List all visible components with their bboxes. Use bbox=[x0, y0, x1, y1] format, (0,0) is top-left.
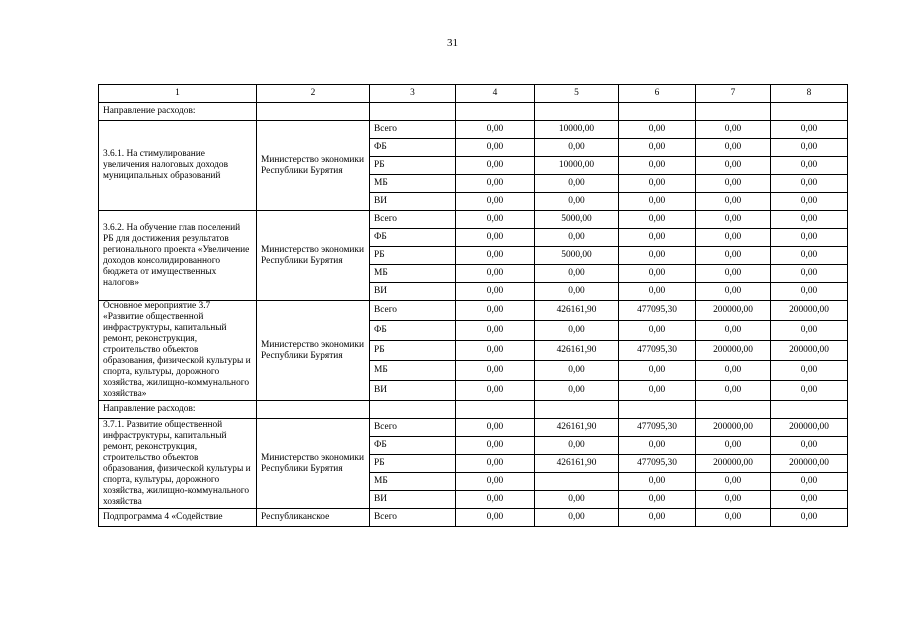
funding-source: МБ bbox=[370, 361, 456, 381]
empty-cell bbox=[771, 103, 848, 121]
amount-cell: 0,00 bbox=[771, 473, 848, 491]
table-body bbox=[99, 85, 848, 527]
amount-cell: 5000,00 bbox=[535, 247, 619, 265]
amount-cell: 0,00 bbox=[456, 341, 535, 361]
amount-cell: 0,00 bbox=[771, 247, 848, 265]
amount-cell: 0,00 bbox=[696, 473, 771, 491]
amount-cell: 0,00 bbox=[696, 437, 771, 455]
amount-cell: 426161,90 bbox=[535, 455, 619, 473]
amount-cell: 0,00 bbox=[456, 247, 535, 265]
amount-cell: 0,00 bbox=[535, 229, 619, 247]
funding-source: ВИ bbox=[370, 193, 456, 211]
amount-cell: 0,00 bbox=[456, 381, 535, 401]
amount-cell: 0,00 bbox=[696, 321, 771, 341]
funding-source: РБ bbox=[370, 157, 456, 175]
activity-description: Основное мероприятие 3.7 «Развитие общественной инфраструктуры, капитальный ремонт, реконструкция, строительство объектов образования, физической культуры и спорта, культуры, дорожного хозяйства, жилищно-коммунального хозяйства» bbox=[99, 301, 257, 401]
empty-cell bbox=[619, 103, 696, 121]
amount-cell: 10000,00 bbox=[535, 121, 619, 139]
amount-cell: 0,00 bbox=[456, 491, 535, 509]
amount-cell: 0,00 bbox=[619, 229, 696, 247]
amount-cell: 0,00 bbox=[771, 509, 848, 527]
amount-cell: 0,00 bbox=[619, 247, 696, 265]
amount-cell: 426161,90 bbox=[535, 419, 619, 437]
amount-cell: 0,00 bbox=[456, 211, 535, 229]
amount-cell: 0,00 bbox=[456, 509, 535, 527]
empty-cell bbox=[619, 401, 696, 419]
table-row bbox=[99, 121, 848, 139]
amount-cell: 0,00 bbox=[771, 193, 848, 211]
amount-cell: 0,00 bbox=[771, 175, 848, 193]
amount-cell: 0,00 bbox=[535, 283, 619, 301]
activity-description: 3.7.1. Развитие общественной инфраструктуры, капитальный ремонт, реконструкция, строительство объектов образования, физической культуры и спорта, культуры, дорожного хозяйства, жилищно-коммунального хозяйства bbox=[99, 419, 257, 509]
funding-source: ФБ bbox=[370, 321, 456, 341]
amount-cell: 0,00 bbox=[696, 193, 771, 211]
column-header: 5 bbox=[535, 85, 619, 103]
executor-name: Министерство экономики Республики Бурятия bbox=[257, 121, 370, 211]
amount-cell: 0,00 bbox=[456, 157, 535, 175]
empty-cell bbox=[456, 401, 535, 419]
amount-cell: 0,00 bbox=[771, 361, 848, 381]
funding-source: Всего bbox=[370, 211, 456, 229]
column-header: 3 bbox=[370, 85, 456, 103]
amount-cell: 0,00 bbox=[771, 229, 848, 247]
amount-cell: 0,00 bbox=[619, 361, 696, 381]
funding-source: Всего bbox=[370, 301, 456, 321]
amount-cell: 0,00 bbox=[619, 175, 696, 193]
column-header: 6 bbox=[619, 85, 696, 103]
amount-cell: 0,00 bbox=[535, 175, 619, 193]
column-header: 7 bbox=[696, 85, 771, 103]
activity-description: 3.6.1. На стимулирование увеличения налоговых доходов муниципальных образований bbox=[99, 121, 257, 211]
amount-cell: 0,00 bbox=[619, 265, 696, 283]
column-header: 8 bbox=[771, 85, 848, 103]
amount-cell: 0,00 bbox=[456, 121, 535, 139]
amount-cell: 0,00 bbox=[696, 157, 771, 175]
funding-source: ВИ bbox=[370, 491, 456, 509]
amount-cell: 0,00 bbox=[456, 321, 535, 341]
amount-cell: 426161,90 bbox=[535, 301, 619, 321]
amount-cell: 0,00 bbox=[771, 265, 848, 283]
funding-source: РБ bbox=[370, 455, 456, 473]
amount-cell: 0,00 bbox=[456, 139, 535, 157]
amount-cell: 0,00 bbox=[535, 193, 619, 211]
amount-cell: 0,00 bbox=[696, 283, 771, 301]
executor-name: Министерство экономики Республики Бурятия bbox=[257, 301, 370, 401]
amount-cell: 477095,30 bbox=[619, 341, 696, 361]
executor-name: Республиканское bbox=[257, 509, 370, 527]
amount-cell: 0,00 bbox=[456, 473, 535, 491]
amount-cell: 0,00 bbox=[696, 509, 771, 527]
executor-name: Министерство экономики Республики Бурятия bbox=[257, 211, 370, 301]
budget-table bbox=[98, 84, 848, 527]
amount-cell: 0,00 bbox=[456, 283, 535, 301]
amount-cell: 0,00 bbox=[771, 121, 848, 139]
amount-cell: 200000,00 bbox=[696, 455, 771, 473]
table-row bbox=[99, 509, 848, 527]
amount-cell: 426161,90 bbox=[535, 341, 619, 361]
section-label-row bbox=[99, 103, 848, 121]
amount-cell: 0,00 bbox=[535, 491, 619, 509]
amount-cell: 0,00 bbox=[535, 139, 619, 157]
funding-source: ВИ bbox=[370, 381, 456, 401]
funding-source: ФБ bbox=[370, 437, 456, 455]
empty-cell bbox=[370, 401, 456, 419]
activity-description: 3.6.2. На обучение глав поселений РБ для достижения результатов регионального проекта «Увеличение доходов консолидированного бюджета от имущественных налогов» bbox=[99, 211, 257, 301]
funding-source: ФБ bbox=[370, 139, 456, 157]
amount-cell: 200000,00 bbox=[696, 341, 771, 361]
amount-cell: 0,00 bbox=[696, 491, 771, 509]
empty-cell bbox=[257, 401, 370, 419]
amount-cell: 0,00 bbox=[535, 509, 619, 527]
amount-cell: 0,00 bbox=[771, 283, 848, 301]
funding-source: Всего bbox=[370, 509, 456, 527]
funding-source: ВИ bbox=[370, 283, 456, 301]
amount-cell: 0,00 bbox=[771, 321, 848, 341]
section-label-row bbox=[99, 401, 848, 419]
amount-cell: 0,00 bbox=[619, 473, 696, 491]
column-header: 1 bbox=[99, 85, 257, 103]
empty-cell bbox=[771, 401, 848, 419]
amount-cell: 0,00 bbox=[619, 437, 696, 455]
amount-cell: 0,00 bbox=[696, 247, 771, 265]
amount-cell: 0,00 bbox=[696, 229, 771, 247]
amount-cell: 0,00 bbox=[696, 265, 771, 283]
amount-cell: 10000,00 bbox=[535, 157, 619, 175]
amount-cell: 0,00 bbox=[771, 139, 848, 157]
amount-cell: 477095,30 bbox=[619, 455, 696, 473]
amount-cell: 200000,00 bbox=[771, 341, 848, 361]
amount-cell bbox=[535, 473, 619, 491]
funding-source: МБ bbox=[370, 175, 456, 193]
executor-name: Министерство экономики Республики Бурятия bbox=[257, 419, 370, 509]
amount-cell: 0,00 bbox=[696, 211, 771, 229]
amount-cell: 0,00 bbox=[456, 193, 535, 211]
empty-cell bbox=[456, 103, 535, 121]
amount-cell: 0,00 bbox=[619, 211, 696, 229]
empty-cell bbox=[257, 103, 370, 121]
table-row bbox=[99, 211, 848, 229]
empty-cell bbox=[696, 401, 771, 419]
empty-cell bbox=[535, 103, 619, 121]
amount-cell: 0,00 bbox=[771, 381, 848, 401]
amount-cell: 0,00 bbox=[535, 321, 619, 341]
empty-cell bbox=[696, 103, 771, 121]
empty-cell bbox=[535, 401, 619, 419]
funding-source: МБ bbox=[370, 265, 456, 283]
funding-source: ФБ bbox=[370, 229, 456, 247]
amount-cell: 0,00 bbox=[456, 361, 535, 381]
amount-cell: 0,00 bbox=[619, 381, 696, 401]
amount-cell: 0,00 bbox=[696, 121, 771, 139]
amount-cell: 0,00 bbox=[619, 157, 696, 175]
amount-cell: 477095,30 bbox=[619, 301, 696, 321]
amount-cell: 5000,00 bbox=[535, 211, 619, 229]
amount-cell: 0,00 bbox=[535, 265, 619, 283]
amount-cell: 0,00 bbox=[535, 361, 619, 381]
amount-cell: 0,00 bbox=[535, 437, 619, 455]
column-header: 4 bbox=[456, 85, 535, 103]
amount-cell: 0,00 bbox=[456, 455, 535, 473]
amount-cell: 0,00 bbox=[619, 121, 696, 139]
amount-cell: 0,00 bbox=[456, 419, 535, 437]
amount-cell: 0,00 bbox=[619, 139, 696, 157]
column-header-row bbox=[99, 85, 848, 103]
funding-source: Всего bbox=[370, 121, 456, 139]
amount-cell: 0,00 bbox=[456, 301, 535, 321]
amount-cell: 200000,00 bbox=[771, 455, 848, 473]
section-label: Направление расходов: bbox=[99, 103, 257, 121]
amount-cell: 200000,00 bbox=[696, 419, 771, 437]
section-label: Направление расходов: bbox=[99, 401, 257, 419]
amount-cell: 200000,00 bbox=[696, 301, 771, 321]
amount-cell: 0,00 bbox=[771, 211, 848, 229]
amount-cell: 0,00 bbox=[771, 157, 848, 175]
amount-cell: 0,00 bbox=[619, 509, 696, 527]
amount-cell: 0,00 bbox=[619, 193, 696, 211]
amount-cell: 0,00 bbox=[771, 491, 848, 509]
amount-cell: 0,00 bbox=[456, 437, 535, 455]
page-number: 31 bbox=[447, 37, 458, 49]
amount-cell: 0,00 bbox=[696, 361, 771, 381]
empty-cell bbox=[370, 103, 456, 121]
funding-source: РБ bbox=[370, 341, 456, 361]
amount-cell: 0,00 bbox=[456, 229, 535, 247]
column-header: 2 bbox=[257, 85, 370, 103]
amount-cell: 0,00 bbox=[696, 139, 771, 157]
funding-source: Всего bbox=[370, 419, 456, 437]
amount-cell: 0,00 bbox=[535, 381, 619, 401]
funding-source: РБ bbox=[370, 247, 456, 265]
amount-cell: 0,00 bbox=[619, 283, 696, 301]
amount-cell: 0,00 bbox=[456, 175, 535, 193]
amount-cell: 200000,00 bbox=[771, 419, 848, 437]
amount-cell: 0,00 bbox=[696, 175, 771, 193]
amount-cell: 0,00 bbox=[696, 381, 771, 401]
amount-cell: 477095,30 bbox=[619, 419, 696, 437]
amount-cell: 0,00 bbox=[456, 265, 535, 283]
amount-cell: 0,00 bbox=[619, 321, 696, 341]
funding-source: МБ bbox=[370, 473, 456, 491]
activity-description: Подпрограмма 4 «Содействие bbox=[99, 509, 257, 527]
amount-cell: 0,00 bbox=[771, 437, 848, 455]
amount-cell: 0,00 bbox=[619, 491, 696, 509]
table-row bbox=[99, 301, 848, 321]
table-row bbox=[99, 419, 848, 437]
amount-cell: 200000,00 bbox=[771, 301, 848, 321]
